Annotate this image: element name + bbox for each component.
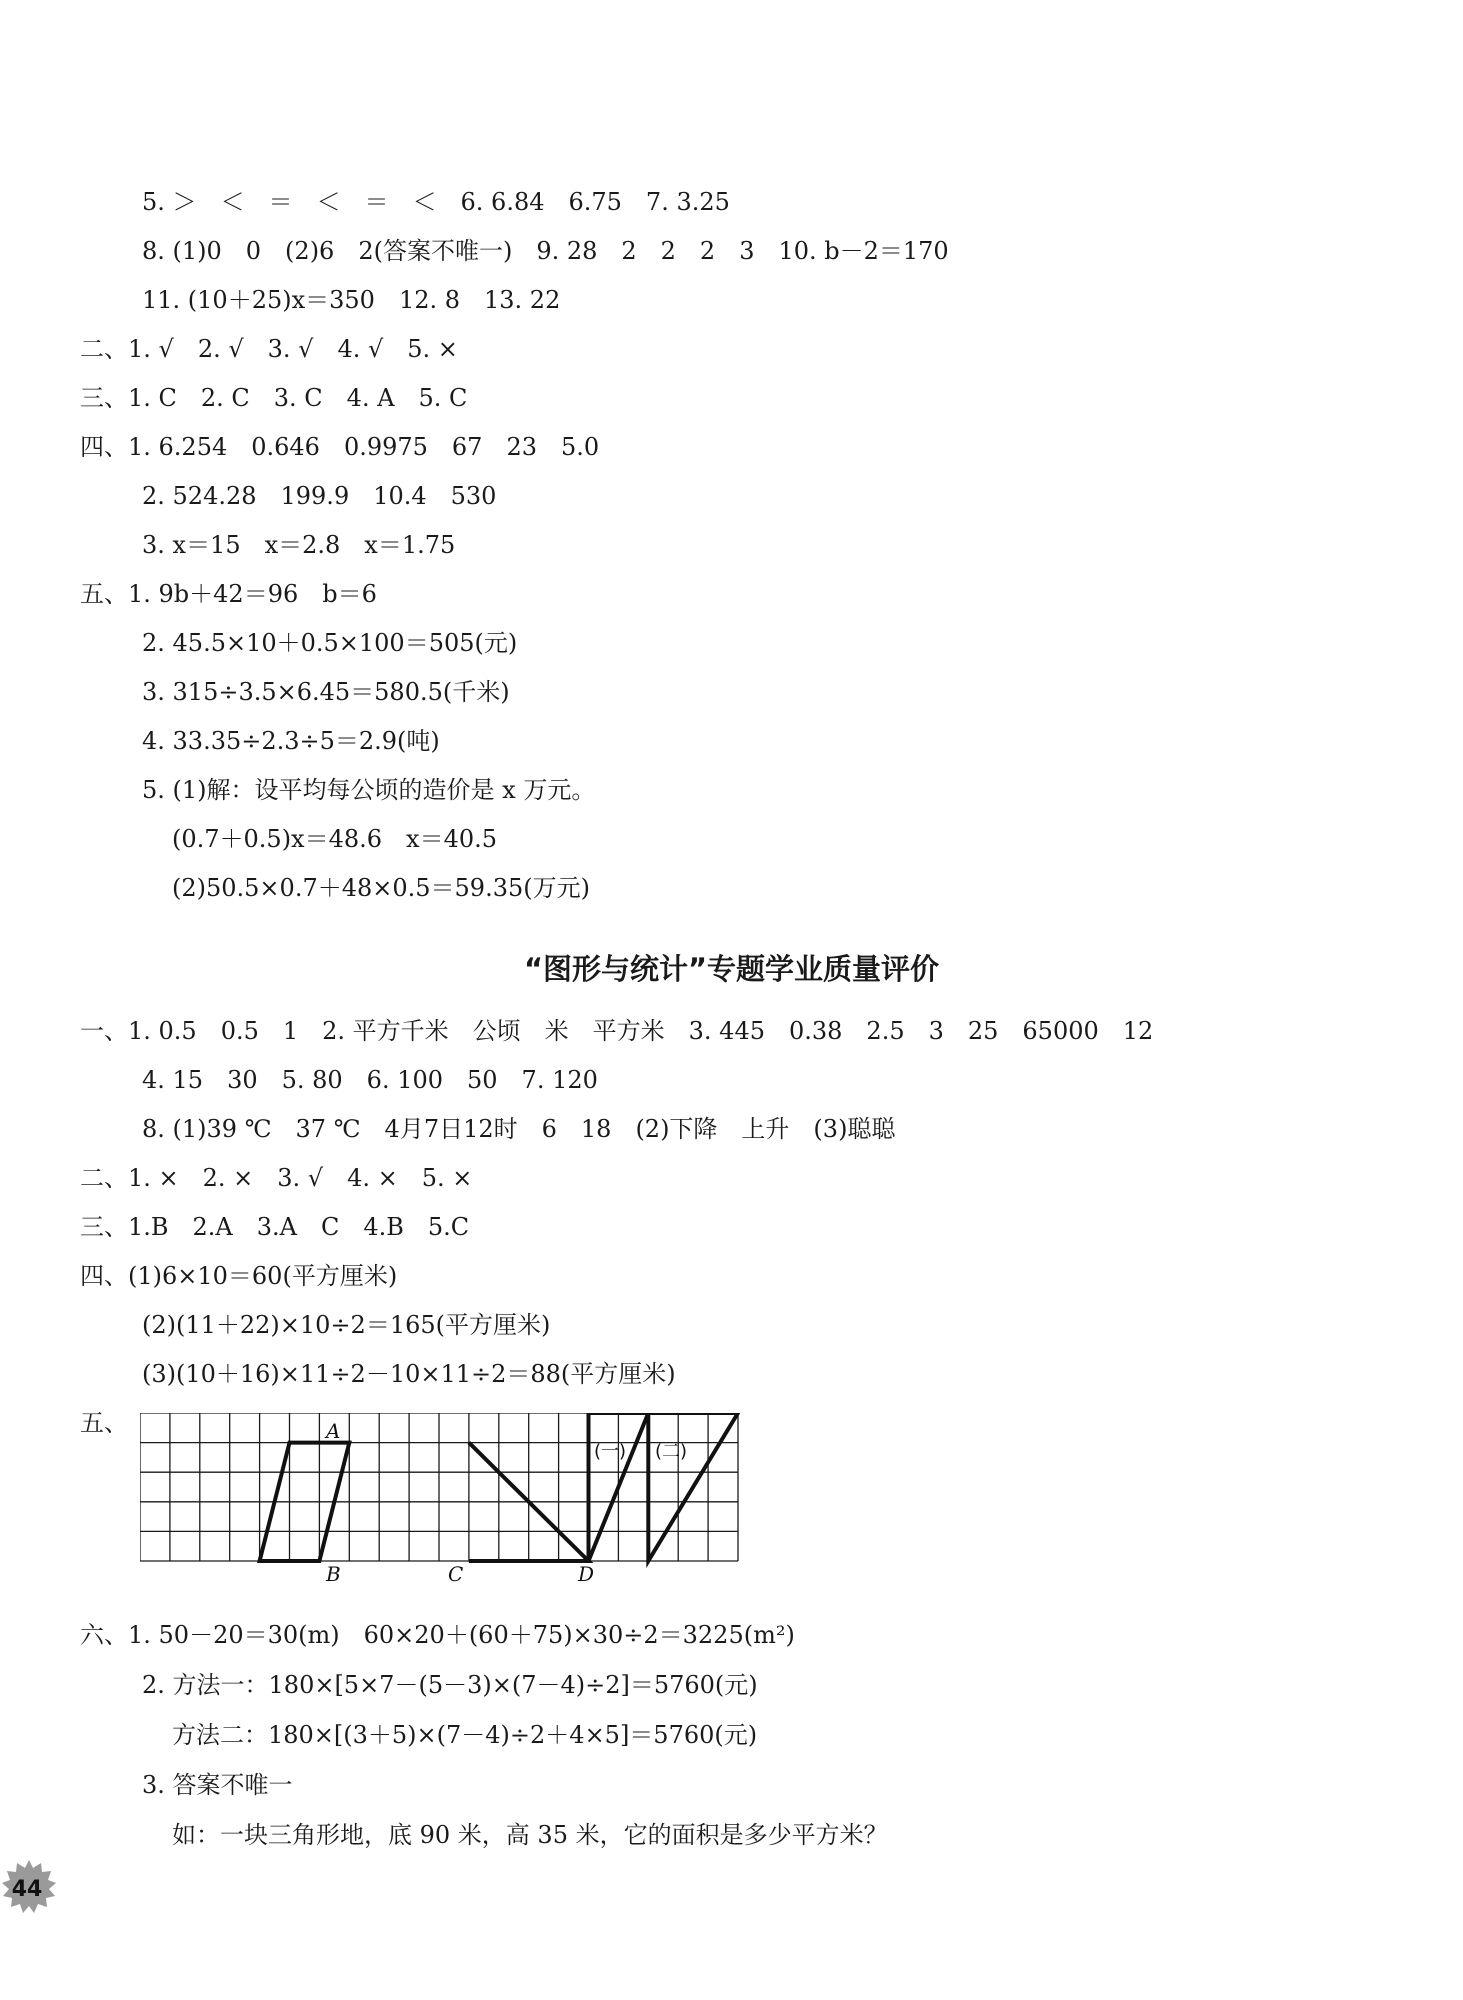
page-number: 44 [11,1877,43,1902]
section-4-row-1: 四、1. 6.254 0.646 0.9975 67 23 5.0 [80,433,600,461]
p2-section-4-row-1: 四、(1)6×10＝60(平方厘米) [80,1262,398,1290]
p2-section-1-row-4: 4. 15 30 5. 80 6. 100 50 7. 120 [142,1066,598,1094]
answer-row-11: 11. (10＋25)x＝350 12. 8 13. 22 [142,286,561,314]
section-5-row-3: 3. 315÷3.5×6.45＝580.5(千米) [142,678,510,706]
section-5-row-1: 五、1. 9b＋42＝96 b＝6 [80,580,377,608]
section-3-answers: 三、1. C 2. C 3. C 4. A 5. C [80,384,468,412]
p2-section-6-row-3b: 如：一块三角形地，底 90 米，高 35 米，它的面积是多少平方米？ [172,1821,888,1849]
page-number-badge [0,1858,58,1916]
p2-section-6-row-1: 六、1. 50－20＝30(m) 60×20＋(60＋75)×30÷2＝3225(m²) [80,1621,795,1649]
section-2-answers: 二、1. √ 2. √ 3. √ 4. √ 5. × [80,335,458,363]
label-b: B [326,1562,341,1583]
p2-section-4-row-2: (2)(11＋22)×10÷2＝165(平方厘米) [142,1311,551,1339]
label-d: D [578,1562,595,1583]
section-5-row-5a: (0.7＋0.5)x＝48.6 x＝40.5 [172,825,498,853]
trapezoid-shape-two [648,1413,738,1561]
p2-section-1-row-8: 8. (1)39 ℃ 37 ℃ 4月7日12时 6 18 (2)下降 上升 (3)聪聪 [142,1115,896,1143]
section-title: “图形与统计”专题学业质量评价 [523,952,940,986]
p2-section-1-row-1: 一、1. 0.5 0.5 1 2. 平方千米 公顷 米 平方米 3. 445 0.38 2.5 3 25 65000 12 [80,1017,1154,1045]
p2-section-2: 二、1. × 2. × 3. √ 4. × 5. × [80,1164,473,1192]
answer-row-5: 5. ＞ ＜ ＝ ＜ ＝ ＜ 6. 6.84 6.75 7. 3.25 [142,188,730,216]
section-5-row-5b: (2)50.5×0.7＋48×0.5＝59.35(万元) [172,874,590,902]
label-one: (一) [594,1441,627,1462]
p2-section-6-row-3: 3. 答案不唯一 [142,1771,293,1799]
p2-section-6-row-2: 2. 方法一：180×[5×7－(5－3)×(7－4)÷2]＝5760(元) [142,1671,758,1699]
p2-section-6-row-2b: 方法二：180×[(3＋5)×(7－4)÷2＋4×5]＝5760(元) [172,1721,758,1749]
section-5-row-2: 2. 45.5×10＋0.5×100＝505(元) [142,629,518,657]
section-5-row-5: 5. (1)解：设平均每公顷的造价是 x 万元。 [142,776,596,804]
p2-section-3: 三、1.B 2.A 3.A C 4.B 5.C [80,1213,470,1241]
section-4-row-3: 3. x＝15 x＝2.8 x＝1.75 [142,531,456,559]
label-c: C [448,1562,464,1583]
section-5-row-4: 4. 33.35÷2.3÷5＝2.9(吨) [142,727,440,755]
grid-figure [140,1413,740,1583]
p2-section-4-row-3: (3)(10＋16)×11÷2－10×11÷2＝88(平方厘米) [142,1360,676,1388]
label-a: A [326,1419,341,1443]
section-4-row-2: 2. 524.28 199.9 10.4 530 [142,482,497,510]
label-two: (二) [655,1441,688,1462]
answer-row-8: 8. (1)0 0 (2)6 2(答案不唯一) 9. 28 2 2 2 3 10. b－2＝170 [142,237,949,265]
p2-section-5-label: 五、 [80,1409,128,1437]
